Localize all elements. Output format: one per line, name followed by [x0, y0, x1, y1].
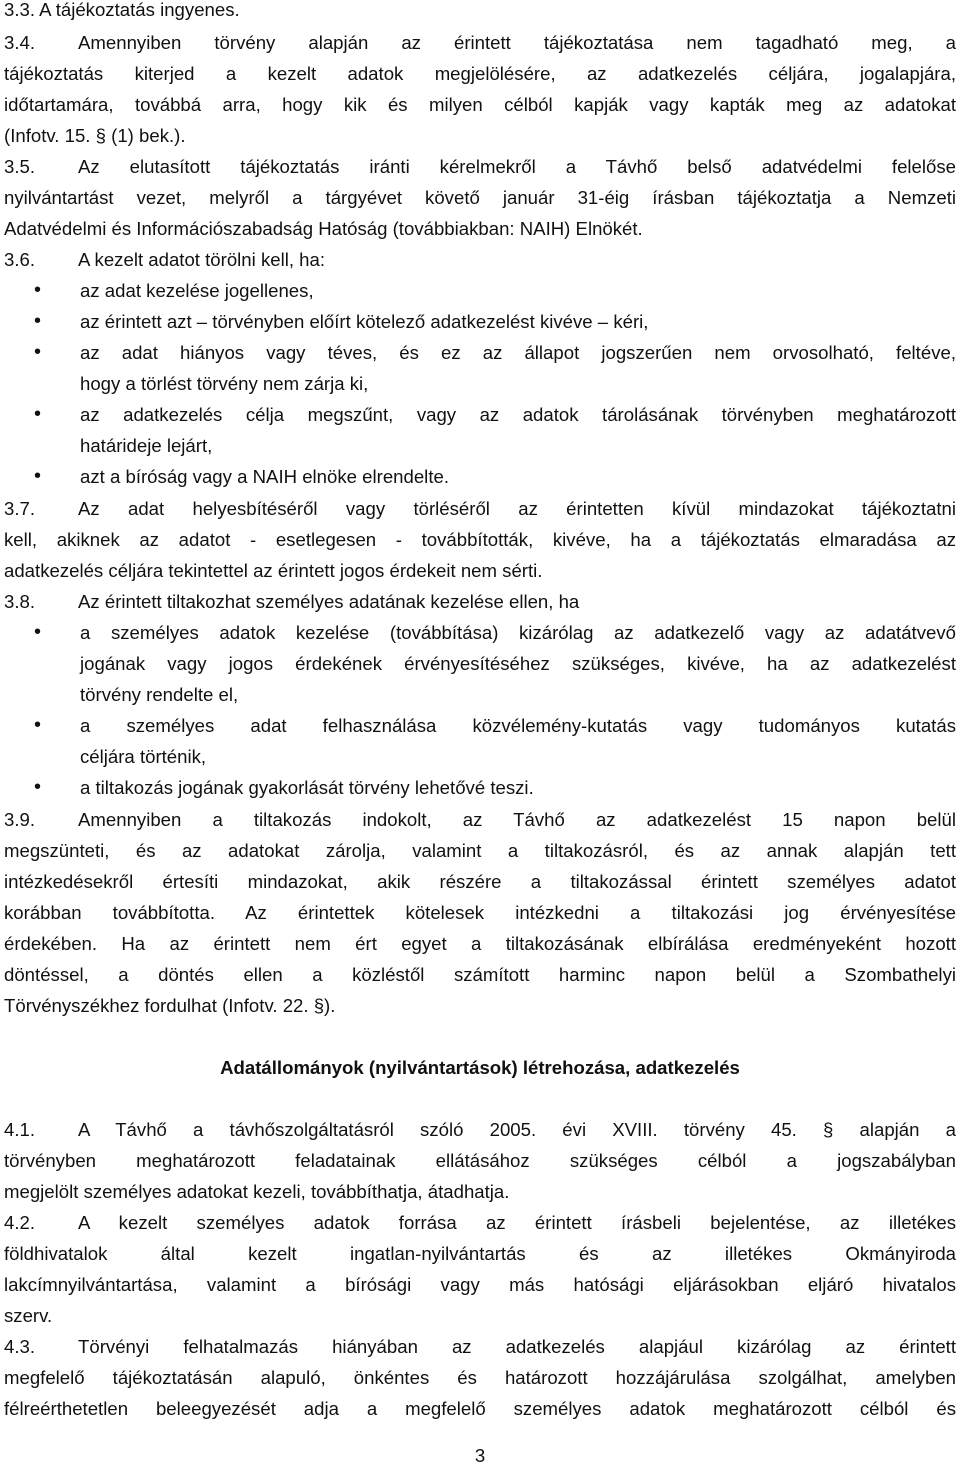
- paragraph-3-3: 3.3. A tájékoztatás ingyenes.: [4, 0, 240, 20]
- list-item-continuation: hogy a törlést törvény nem zárja ki,: [80, 373, 369, 394]
- text-line: döntéssel, a döntés ellen a közléstől számított harminc napon belül a Szombathelyi: [4, 964, 956, 985]
- list-item-continuation: törvény rendelte el,: [80, 684, 239, 705]
- list-item: az adatkezelés célja megszűnt, vagy az adatok tárolásának törvényben meghatározott: [80, 404, 956, 425]
- bullet-icon: •: [34, 621, 42, 643]
- text-line: szerv.: [4, 1305, 53, 1326]
- bullet-icon: •: [34, 279, 42, 301]
- text-line: intézkedésekről értesíti mindazokat, akik részére a tiltakozással érintett személyes adatot: [4, 871, 956, 892]
- text-line: adatkezelés céljára tekintettel az érintett jogos érdekeit nem sérti.: [4, 560, 543, 581]
- list-item: az adat hiányos vagy téves, és ez az állapot jogszerűen nem orvosolható, feltéve,: [80, 342, 956, 363]
- text-line: megjelölt személyes adatokat kezeli, továbbíthatja, átadhatja.: [4, 1181, 510, 1202]
- text-line: korábban továbbította. Az érintettek kötelesek intézkedni a tiltakozási jog érvényesítése: [4, 902, 956, 923]
- text-line: érdekében. Ha az érintett nem ért egyet a tiltakozásának elbírálása eredményeként hozott: [4, 933, 956, 954]
- list-item: a tiltakozás jogának gyakorlását törvény lehetővé teszi.: [80, 777, 534, 798]
- section-heading: Adatállományok (nyilvántartások) létrehozása, adatkezelés: [220, 1057, 740, 1078]
- list-item-continuation: jogának vagy jogos érdekének érvényesítéséhez szükséges, kivéve, ha az adatkezelést: [80, 653, 956, 674]
- text-line: nyilvántartást vezet, melyről a tárgyévet követő január 31-éig írásban tájékoztatja a Nemzeti: [4, 187, 956, 208]
- bullet-icon: •: [34, 310, 42, 332]
- bullet-icon: •: [34, 341, 42, 363]
- list-item: azt a bíróság vagy a NAIH elnöke elrendelte.: [80, 466, 449, 487]
- paragraph-3-8: 3.8. Az érintett tiltakozhat személyes adatának kezelése ellen, ha: [4, 591, 580, 612]
- list-item: a személyes adatok kezelése (továbbítása) kizárólag az adatkezelő vagy az adatátvevő: [80, 622, 956, 643]
- text-line: Adatvédelmi és Információszabadság Hatóság (továbbiakban: NAIH) Elnökét.: [4, 218, 643, 239]
- text-line: földhivatalok által kezelt ingatlan-nyilvántartás és az illetékes Okmányiroda: [4, 1243, 956, 1264]
- text-line: kell, akiknek az adatot - esetlegesen - továbbították, kivéve, ha a tájékoztatás elmaradása az: [4, 529, 956, 550]
- paragraph-3-7: 3.7. Az adat helyesbítéséről vagy törléséről az érintetten kívül mindazokat tájékoztatni: [4, 498, 956, 519]
- bullet-icon: •: [34, 714, 42, 736]
- paragraph-4-3: 4.3. Törvényi felhatalmazás hiányában az adatkezelés alapjául kizárólag az érintett: [4, 1336, 956, 1357]
- list-item-continuation: határideje lejárt,: [80, 435, 213, 456]
- text-line: időtartamára, továbbá arra, hogy kik és milyen célból kapják vagy kapták meg az adatokat: [4, 94, 956, 115]
- list-item: az érintett azt – törvényben előírt kötelező adatkezelést kivéve – kéri,: [80, 311, 649, 332]
- bullet-icon: •: [34, 403, 42, 425]
- paragraph-4-2: 4.2. A kezelt személyes adatok forrása az érintett írásbeli bejelentése, az illetékes: [4, 1212, 956, 1233]
- paragraph-4-1: 4.1. A Távhő a távhőszolgáltatásról szóló 2005. évi XVIII. törvény 45. § alapján a: [4, 1119, 956, 1140]
- text-line: megszünteti, és az adatokat zárolja, valamint a tiltakozásról, és az annak alapján tett: [4, 840, 956, 861]
- text-line: tájékoztatás kiterjed a kezelt adatok megjelölésére, az adatkezelés céljára, jogalapjára,: [4, 63, 956, 84]
- text-line: félreérthetetlen beleegyezését adja a megfelelő személyes adatok meghatározott célból és: [4, 1398, 956, 1419]
- paragraph-3-6: 3.6. A kezelt adatot törölni kell, ha:: [4, 249, 326, 270]
- page-number: 3: [474, 1445, 486, 1466]
- paragraph-3-9: 3.9. Amennyiben a tiltakozás indokolt, az Távhő az adatkezelést 15 napon belül: [4, 809, 956, 830]
- list-item-continuation: céljára történik,: [80, 746, 207, 767]
- text-line: (Infotv. 15. § (1) bek.).: [4, 125, 186, 146]
- text-line: megfelelő tájékoztatásán alapuló, önkéntes és határozott hozzájárulása szolgálhat, amelyben: [4, 1367, 956, 1388]
- paragraph-3-5: 3.5. Az elutasított tájékoztatás iránti kérelmekről a Távhő belső adatvédelmi felelőse: [4, 156, 956, 177]
- list-item: az adat kezelése jogellenes,: [80, 280, 314, 301]
- bullet-icon: •: [34, 776, 42, 798]
- list-item: a személyes adat felhasználása közvélemény-kutatás vagy tudományos kutatás: [80, 715, 956, 736]
- paragraph-3-4: 3.4. Amennyiben törvény alapján az érintett tájékoztatása nem tagadható meg, a: [4, 32, 956, 53]
- bullet-icon: •: [34, 465, 42, 487]
- text-line: törvényben meghatározott feladatainak ellátásához szükséges célból a jogszabályban: [4, 1150, 956, 1171]
- text-line: lakcímnyilvántartása, valamint a bírósági vagy más hatósági eljárásokban eljáró hivatalos: [4, 1274, 956, 1295]
- text-line: Törvényszékhez fordulhat (Infotv. 22. §).: [4, 995, 336, 1016]
